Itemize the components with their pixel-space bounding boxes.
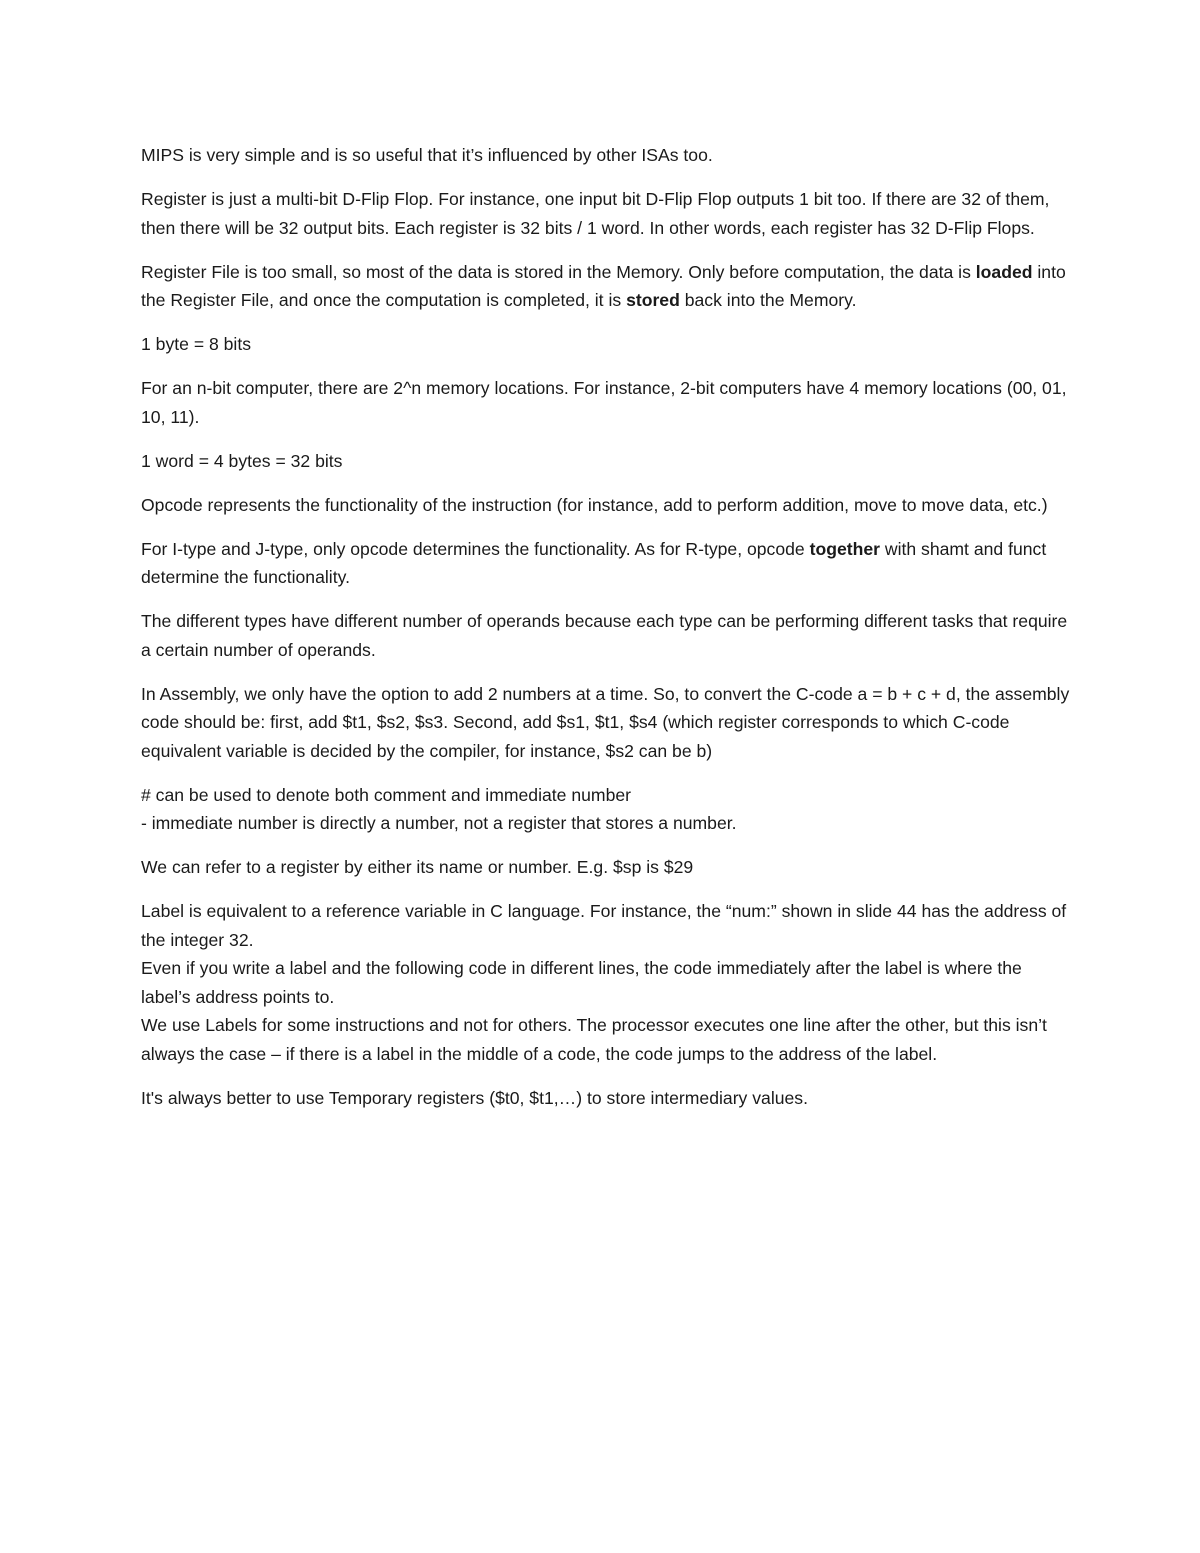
paragraph-register-naming — [141, 853, 1071, 882]
paragraph-text: We can refer to a register by either its name or number. E.g. $sp is $29 — [141, 857, 694, 877]
paragraph-byte — [141, 330, 1071, 359]
paragraph-instruction-types — [141, 535, 1071, 592]
paragraph-opcode — [141, 491, 1071, 520]
paragraph-line: We use Labels for some instructions and not for others. The processor executes one line after the other, but this isn’t always the case – if there is a label in the middle of a code, the code jumps to the address of the label. — [141, 1015, 1047, 1064]
paragraph-text: Opcode represents the functionality of the instruction (for instance, add to perform addition, move to move data, etc.) — [141, 494, 1048, 515]
paragraph-text: For an n-bit computer, there are 2^n memory locations. For instance, 2-bit computers have 4 memory locations (00, 01, 10, 11). — [141, 378, 1067, 427]
paragraph-temporary-registers — [141, 1084, 1071, 1113]
paragraph-register — [141, 185, 1071, 242]
paragraph-text: into the Register File, and once the computation is completed, it is — [141, 261, 1066, 310]
bold-term-loaded: loaded — [975, 261, 1033, 282]
paragraph-text: Register File is too small, so most of the data is stored in the Memory. Only before computation, the data is — [141, 261, 976, 282]
bold-term-stored: stored — [626, 290, 680, 310]
paragraph-text: back into the Memory. — [679, 290, 857, 310]
paragraph-text: Register is just a multi-bit D-Flip Flop. For instance, one input bit D-Flip Flop outputs 1 bit too. If there are 32 of them, then there will be 32 output bits. Each register is 32 bits / 1 word. In other words, each register has 32 D-Flip Flops. — [141, 189, 1050, 238]
document-page — [141, 141, 1071, 1128]
paragraph-line: Even if you write a label and the following code in different lines, the code immediately after the label is where the label’s address points to. — [141, 958, 1022, 1007]
paragraph-text: The different types have different number of operands because each type can be performing different tasks that require a certain number of operands. — [141, 611, 1068, 660]
bold-term-together: together — [809, 538, 880, 559]
paragraph-text: For I-type and J-type, only opcode determines the functionality. As for R-type, opcode — [141, 538, 810, 559]
paragraph-text: 1 byte = 8 bits — [141, 334, 252, 354]
paragraph-register-file — [141, 258, 1071, 315]
paragraph-text: 1 word = 4 bytes = 32 bits — [141, 450, 343, 471]
paragraph-line: # can be used to denote both comment and immediate number — [141, 784, 631, 805]
paragraph-mips-intro — [141, 141, 1071, 170]
paragraph-text: In Assembly, we only have the option to add 2 numbers at a time. So, to convert the C-code a = b + c + d, the assembly code should be: first, add $t1, $s2, $s3. Second, add $s1, $t1, $s4 (which register corresponds to which C-code equivalent variable is decided by the compiler, for instance, $s2 can be b) — [141, 683, 1070, 761]
paragraph-memory-locations — [141, 374, 1071, 431]
paragraph-immediate — [141, 781, 1071, 838]
paragraph-assembly — [141, 680, 1071, 766]
paragraph-line: - immediate number is directly a number, not a register that stores a number. — [141, 813, 737, 833]
paragraph-operands — [141, 607, 1071, 664]
paragraph-labels — [141, 897, 1071, 1068]
paragraph-text: It's always better to use Temporary registers ($t0, $t1,…) to store intermediary values. — [141, 1087, 808, 1108]
paragraph-text: with shamt and funct determine the functionality. — [141, 538, 1047, 587]
paragraph-text: MIPS is very simple and is so useful that it’s influenced by other ISAs too. — [141, 145, 713, 165]
paragraph-line: Label is equivalent to a reference variable in C language. For instance, the “num:” shown in slide 44 has the address of the integer 32. — [141, 901, 1067, 950]
paragraph-word — [141, 447, 1071, 476]
